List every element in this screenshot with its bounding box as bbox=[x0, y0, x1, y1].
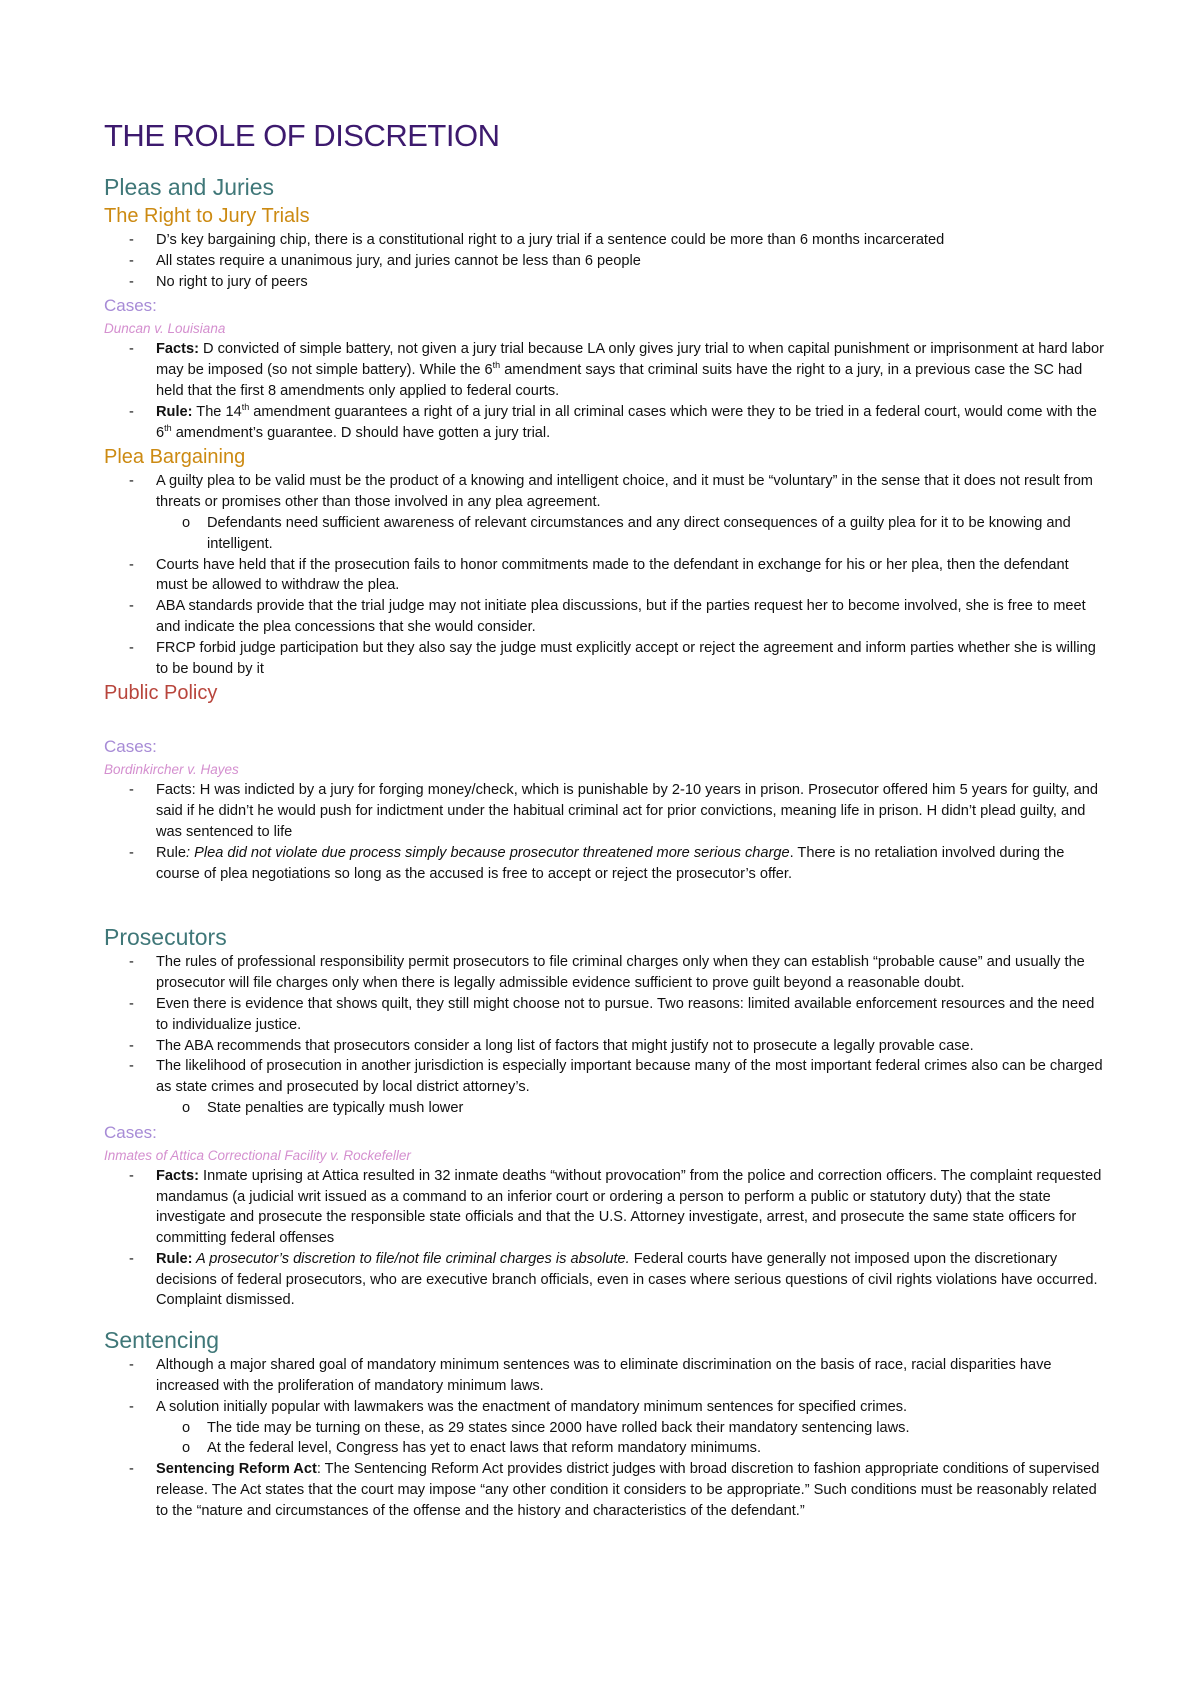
subheading-jury-trials: The Right to Jury Trials bbox=[104, 205, 310, 227]
sub-list-item: o At the federal level, Congress has yet to enact laws that reform mandatory minimums. bbox=[104, 1438, 1104, 1459]
sub-list-item: o The tide may be turning on these, as 29 states since 2000 have rolled back their mandatory sentencing laws. bbox=[104, 1418, 1104, 1439]
facts-text: amendment says that criminal suits have the right to a jury, in a previous case the SC had held that the first 8 amendments only applied to federal courts. bbox=[156, 362, 1083, 399]
list-item: - A solution initially popular with lawmakers was the enactment of mandatory minimum sentences for specified crimes. bbox=[104, 1397, 1104, 1418]
jury-bullet-list bbox=[104, 230, 1104, 292]
list-item: - The ABA recommends that prosecutors consider a long list of factors that might justify not to prosecute a legally provable case. bbox=[104, 1036, 1104, 1057]
act-text: : The Sentencing Reform Act provides district judges with broad discretion to fashion appropriate conditions of supervised release. The Act states that the court may impose “any other condition it considers to be appropriate.” Such conditions must be reasonably related to the “nature and circumstances of the offense and the history and characteristics of the defendant.” bbox=[156, 1461, 1100, 1519]
list-item: - No right to jury of peers bbox=[104, 272, 1104, 293]
section-sentencing bbox=[104, 1325, 1104, 1521]
rule-label: Rule: bbox=[156, 1250, 193, 1267]
cases-label: Cases: bbox=[104, 296, 157, 316]
rule-holding: A prosecutor’s discretion to file/not file criminal charges is absolute. bbox=[192, 1250, 630, 1267]
facts-label: Facts: bbox=[156, 1167, 199, 1184]
subheading-plea-bargaining: Plea Bargaining bbox=[104, 446, 246, 469]
list-item: - All states require a unanimous jury, and juries cannot be less than 6 people bbox=[104, 251, 1104, 272]
spacer bbox=[104, 707, 1104, 733]
sentencing-bullet-list bbox=[104, 1355, 1104, 1521]
sub-list-item: o State penalties are typically mush lower bbox=[104, 1098, 1104, 1119]
attica-case-list bbox=[104, 1166, 1104, 1312]
duncan-case-list bbox=[104, 339, 1104, 443]
prosecutors-bullet-list bbox=[104, 952, 1104, 1118]
case-name-attica: Inmates of Attica Correctional Facility v. Rockefeller bbox=[104, 1147, 411, 1163]
rule-label: Rule bbox=[156, 844, 187, 861]
case-name-duncan: Duncan v. Louisiana bbox=[104, 321, 226, 337]
list-item: - ABA standards provide that the trial judge may not initiate plea discussions, but if the parties request her to become involved, she is free to meet and indicate the plea concessions that she would consider. bbox=[104, 596, 1104, 638]
document-page bbox=[104, 118, 1104, 1522]
case-name-bordinkircher: Bordinkircher v. Hayes bbox=[104, 762, 239, 778]
rule-label: Rule: bbox=[156, 403, 193, 420]
facts-label: Facts: bbox=[156, 341, 199, 358]
case-rule bbox=[104, 843, 1104, 885]
rule-text: . There is no retaliation involved during the course of plea negotiations so long as the accused is free to accept or reject the prosecutor’s offer. bbox=[156, 844, 1065, 882]
cases-label: Cases: bbox=[104, 1122, 157, 1142]
section-prosecutors bbox=[104, 922, 1104, 1311]
subheading-public-policy: Public Policy bbox=[104, 682, 218, 705]
facts-text: D convicted of simple battery, not given a jury trial because LA only gives jury trial to when capital punishment or imprisonment at hard labor may be imposed (so not simple battery). While the 6 bbox=[156, 341, 1104, 379]
list-item: - The likelihood of prosecution in another jurisdiction is especially important because many of the most important federal crimes also can be charged as state crimes and prosecuted by local district attorney’s. bbox=[104, 1056, 1104, 1098]
list-item: - FRCP forbid judge participation but they also say the judge must explicitly accept or reject the agreement and inform parties whether she is willing to be bound by it bbox=[104, 638, 1104, 680]
act-label: Sentencing Reform Act bbox=[156, 1461, 317, 1478]
case-facts bbox=[104, 339, 1104, 401]
ordinal-suffix: th bbox=[164, 422, 172, 433]
ordinal-suffix: th bbox=[241, 401, 250, 412]
bordinkircher-case-list bbox=[104, 780, 1104, 884]
facts-text: Inmate uprising at Attica resulted in 32 inmate deaths “without provocation” from the police and correction officers. The complaint requested mandamus (a judicial writ issued as a command to an inferior court or ordering a person to perform a public or statutory duty) that the state investigate and prosecute the responsible state officials and that the U.S. Attorney investigate, arrest, and prosecute the same state officers for committing federal offenses bbox=[156, 1167, 1102, 1247]
section-pleas-and-juries bbox=[104, 172, 1104, 884]
section-heading-pleas: Pleas and Juries bbox=[104, 174, 275, 200]
ordinal-suffix: th bbox=[492, 360, 501, 371]
section-heading-prosecutors: Prosecutors bbox=[104, 924, 227, 951]
rule-text: amendment’s guarantee. D should have gotten a jury trial. bbox=[171, 424, 551, 441]
rule-holding: : Plea did not violate due process simply because prosecutor threatened more serious charge bbox=[186, 844, 790, 861]
case-rule bbox=[104, 402, 1104, 444]
cases-label: Cases: bbox=[104, 737, 157, 757]
case-facts bbox=[104, 1166, 1104, 1249]
list-item: - Even there is evidence that shows quilt, they still might choose not to pursue. Two reasons: limited available enforcement resources and the need to individualize justice. bbox=[104, 994, 1104, 1036]
sub-list-item: o Defendants need sufficient awareness of relevant circumstances and any direct consequences of a guilty plea for it to be knowing and intelligent. bbox=[104, 513, 1104, 555]
list-item bbox=[104, 1459, 1104, 1521]
list-item: - A guilty plea to be valid must be the product of a knowing and intelligent choice, and it must be “voluntary” in the sense that it does not result from threats or promises other than those involved in any plea agreement. bbox=[104, 471, 1104, 513]
case-facts: - Facts: H was indicted by a jury for forging money/check, which is punishable by 2-10 years in prison. Prosecutor offered him 5 years for guilty, and said if he didn’t he would push for indictment under the habitual criminal act for prior convictions, meaning life in prison. H didn’t plead guilty, and was sentenced to life bbox=[104, 780, 1104, 842]
list-item: - D’s key bargaining chip, there is a constitutional right to a jury trial if a sentence could be more than 6 months incarcerated bbox=[104, 230, 1104, 251]
spacer bbox=[104, 884, 1104, 922]
rule-text: amendment guarantees a right of a jury trial in all criminal cases which were they to be tried in a federal court, would come with the 6 bbox=[156, 403, 1097, 441]
rule-text: Federal courts have generally not imposed upon the discretionary decisions of federal prosecutors, who are executive branch officials, even in cases where serious questions of civil rights violations have occurred. Complaint dismissed. bbox=[156, 1250, 1098, 1309]
section-heading-sentencing: Sentencing bbox=[104, 1327, 220, 1354]
list-item: - Although a major shared goal of mandatory minimum sentences was to eliminate discrimination on the basis of race, racial disparities have increased with the proliferation of mandatory minimum laws. bbox=[104, 1355, 1104, 1397]
case-rule bbox=[104, 1249, 1104, 1311]
plea-bullet-list bbox=[104, 471, 1104, 679]
list-item: - Courts have held that if the prosecution fails to honor commitments made to the defendant in exchange for his or her plea, then the defendant must be allowed to withdraw the plea. bbox=[104, 555, 1104, 597]
rule-text: The 14 bbox=[192, 403, 242, 420]
document-title: THE ROLE OF DISCRETION bbox=[104, 118, 500, 153]
list-item: - The rules of professional responsibility permit prosecutors to file criminal charges only when they can establish “probable cause” and usually the prosecutor will file charges only when there is legally admissible evidence sufficient to prove guilt beyond a reasonable doubt. bbox=[104, 952, 1104, 994]
spacer bbox=[104, 1311, 1104, 1325]
